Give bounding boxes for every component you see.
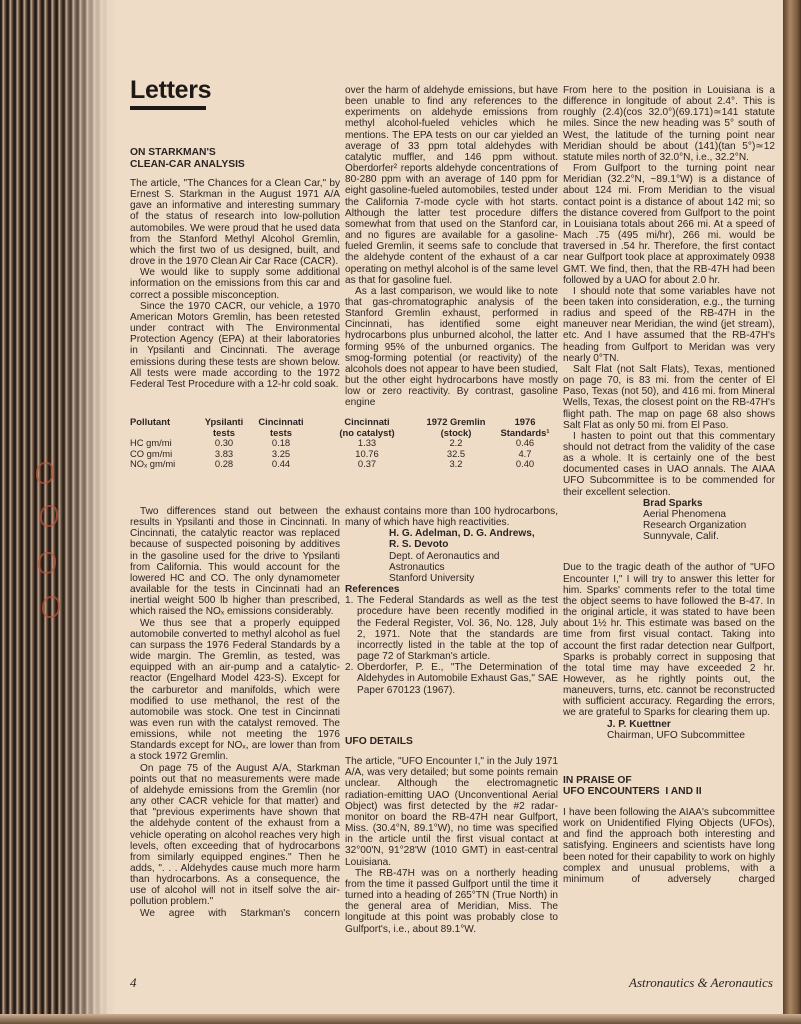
table-cell: 3.25 bbox=[271, 447, 291, 459]
signature-block bbox=[607, 719, 775, 741]
paragraph: The RB-47H was on a northerly heading from the time it passed Gulfport until the time it turned into a heading of 265°TN (True North) in the general area of Meridian, Miss. The longitude at this point was probably close to Gulfport's, i.e., about 89.1°W. bbox=[345, 867, 558, 935]
references-title: References bbox=[345, 584, 400, 596]
author-names: H. G. Adelman, D. G. Andrews, bbox=[389, 528, 535, 540]
paragraph: I should note that some variables have not been taken into consideration, e.g., the turning radius and speed of the RB-47H in the maneuver near Meridian, the wind (jet stream), etc. And I have assumed that the RB-47H's heading from Gulfport to Meridan was very nearly 0°TN. bbox=[563, 285, 775, 364]
paragraph: Salt Flat (not Salt Flats), Texas, mentioned on page 70, is 83 mi. from the center of El Paso, Texas (not 50), and 416 mi. from Mineral Wells, Texas, the closest point on the RB-47H's flight path. The map on page 68 also shows Salt Flat as only 50 mi. from El Paso. bbox=[563, 363, 775, 431]
column-header: Ypsilanti tests bbox=[204, 416, 244, 438]
page-title: Letters bbox=[130, 76, 212, 104]
table-cell: NOₓ gm/mi bbox=[130, 458, 176, 469]
binding-mark bbox=[36, 462, 54, 484]
affiliation: Stanford University bbox=[389, 572, 475, 584]
binding-mark bbox=[40, 505, 58, 527]
table-cell: 10.76 bbox=[355, 447, 379, 459]
author-name: Brad Sparks bbox=[643, 497, 703, 509]
table-cell: CO gm/mi bbox=[130, 447, 173, 459]
heading-line: CLEAN-CAR ANALYSIS bbox=[130, 158, 245, 170]
column-2-top bbox=[345, 85, 558, 409]
column-1-bottom bbox=[130, 506, 340, 919]
paragraph: On page 75 of the August A/A, Starkman points out that no measurements were made of aldehyde emissions from the Gremlin (nor any other CACR vehicle for that matter) and that "previous experiments have shown that the aldehyde content of the exhaust from a vehicle operating on alcohol reaches very high levels, often exceeding that of hydrocarbons from similarly equipped engines." Then he adds, ". . . Aldehydes cause much more harm than hydrocarbons. As a consequence, the use of alcohol will not in itself solve the air-pollution problem." bbox=[130, 762, 340, 908]
table-cell: 32.5 bbox=[446, 447, 466, 459]
table-cell: 0.30 bbox=[214, 437, 234, 448]
signature-block bbox=[643, 498, 775, 543]
column-header: Cincinnati (no catalyst) bbox=[339, 416, 395, 438]
table-cell: 3.83 bbox=[214, 447, 234, 459]
page-edge-bottom bbox=[0, 1014, 801, 1024]
paragraph: The article, "UFO Encounter I," in the July 1971 A/A, was very detailed; but some points remain unclear. Although the electromagnetic radiation-emitting UAO (Unconventional Aerial Object) was first detected by the #2 radar-monitor on board the RB-47H near Gulfport, Miss. (30.4°N, 89.1°W), no time was specified in the article until the first visual contact at 32°00'N, 91°28'W (1010 GMT) in east-central Louisiana. bbox=[345, 756, 558, 868]
column-header: 1976 Standards¹ bbox=[500, 416, 550, 438]
letter-heading bbox=[563, 775, 775, 798]
table-cell: 2.2 bbox=[449, 437, 463, 448]
column-header: 1972 Gremlin (stock) bbox=[426, 416, 486, 438]
binding-mark bbox=[42, 596, 60, 618]
paragraph: I hasten to point out that this commentary should not detract from the validity of the case as a whole. It is certainly one of the best documented cases in UAO annals. The AIAA UFO Subcommittee is to be commended for their excellent selection. bbox=[563, 430, 775, 498]
letter-heading: UFO DETAILS bbox=[345, 735, 413, 747]
paragraph: As a last comparison, we would like to note that gas-chromatographic analysis of the Stanford Gremlin exhaust, performed in Cincinnati, has identified some eight hydrocarbons plus unburned alcohol, the latter forming 95% of the unburned organics. The smog-forming potential (or reactivity) of the alcohols does not appear to have been studied, but the other eight hydrocarbons have mostly low or zero reactivity. By contrast, gasoline engine bbox=[345, 285, 558, 409]
column-header: Pollutant bbox=[130, 416, 171, 427]
binding-shadow bbox=[60, 0, 120, 1024]
paragraph: exhaust contains more than 100 hydrocarbons, many of which have high reactivities. bbox=[345, 506, 558, 529]
heading-line: UFO ENCOUNTERS I AND II bbox=[563, 786, 702, 798]
heading-line: IN PRAISE OF bbox=[563, 774, 632, 786]
journal-name: Astronautics & Aeronautics bbox=[629, 975, 773, 990]
paragraph: We would like to supply some additional information on the emissions from this car and correct a possible misconception. bbox=[130, 267, 340, 301]
author-name: J. P. Kuettner bbox=[607, 718, 671, 730]
affiliation: Aerial Phenomena bbox=[643, 508, 727, 520]
reference-item: 1. The Federal Standards as well as the test procedure have been recently modified in the Federal Register, Vol. 36, No. 128, July 2, 1971. Note that the standards are incorrectly listed in the table at the top of page 72 of Starkman's article. bbox=[345, 595, 558, 663]
table-cell: 3.2 bbox=[449, 458, 463, 469]
affiliation: Sunnyvale, Calif. bbox=[643, 531, 719, 543]
paragraph: The article, "The Chances for a Clean Car," by Ernest S. Starkman in the August 1971 A/A gave an informative and interesting summary of the status of research into low-pollution automobiles. We were proud that he used data from the Stanford Methyl Alcohol Gremlin, which the first two of us designed, built, and drove in the 1970 Clean Air Car Race (CACR). bbox=[130, 178, 340, 268]
paragraph: We thus see that a properly equipped automobile converted to methyl alcohol as fuel can surpass the 1976 Federal Standards by a wide margin. The Gremlin, as tested, was equipped with an air-pump and a catalytic-reactor (Engelhard Model 423-S). Except for the carburetor and manifolds, which were modified to use methanol, the rest of the automobile was stock. One test in Cincinnati was even run with the catalyst removed. The emissions, while not meeting the 1976 Standards except for NOₓ, are lower than from a stock 1972 Gremlin. bbox=[130, 617, 340, 763]
letter-heading bbox=[130, 147, 340, 170]
binding-mark bbox=[38, 552, 56, 574]
table-cell: HC gm/mi bbox=[130, 437, 172, 448]
title-underline bbox=[130, 106, 206, 110]
paragraph: Since the 1970 CACR, our vehicle, a 1970 American Motors Gremlin, has been retested under contract with The Environmental Protection Agency (EPA) at their laboratories in Ypsilanti and Cincinnati. The average emissions during these tests are shown below. All tests were made according to the 1972 Federal Test Procedure with a 12-hr cold soak. bbox=[130, 300, 340, 390]
emissions-table bbox=[130, 417, 560, 470]
paragraph: We agree with Starkman's concern bbox=[140, 907, 340, 919]
affiliation: Astronautics bbox=[389, 561, 445, 573]
table-cell: 1.33 bbox=[357, 437, 377, 448]
affiliation: Dept. of Aeronautics and bbox=[389, 550, 500, 562]
reference-item: 2. Oberdorfer, P. E., "The Determination of Aldehydes in Automobile Exhaust Gas," SAE Paper 670123 (1967). bbox=[345, 662, 558, 696]
paragraph: I have been following the AIAA's subcommittee work on Unidentified Flying Objects (UFOs), and find the approach both interesting and satisfying. Engineers and scientists have long been noted for their capability to work on highly complex and unusual problems, with a minimum of adversely charged bbox=[563, 806, 775, 885]
table-row bbox=[130, 438, 560, 449]
affiliation: Research Organization bbox=[643, 520, 747, 532]
column-3 bbox=[563, 85, 775, 885]
signature-block bbox=[389, 528, 558, 584]
table-cell: 4.7 bbox=[518, 447, 532, 459]
page-edge-right bbox=[783, 0, 801, 1024]
table-cell: 0.18 bbox=[271, 437, 291, 448]
affiliation: Chairman, UFO Subcommittee bbox=[607, 729, 745, 741]
paragraph: Two differences stand out between the results in Ypsilanti and those in Cincinnati. In Cincinnati, the catalytic reactor was replaced because of suspected poisoning by additives in the gasoline used for the drive to Ypsilanti from California. This would account for the lowered HC and CO. The only dynamometer available for the tests in Cincinnati had an inertial weight 500 lb higher than prescribed, which raised the NOₓ emissions considerably. bbox=[130, 506, 340, 618]
table-cell: 0.46 bbox=[515, 437, 535, 448]
author-names: R. S. Devoto bbox=[389, 539, 449, 551]
column-2-bottom bbox=[345, 506, 558, 935]
column-1-top bbox=[130, 147, 340, 390]
heading-line: ON STARKMAN'S bbox=[130, 147, 216, 158]
table-cell: 0.37 bbox=[357, 458, 377, 469]
paragraph: over the harm of aldehyde emissions, but have been unable to find any references to the experiments on aldehyde emissions from methyl alcohol-fueled vehicles which he mentions. The EPA tests on our car yielded an average of 33 ppm total aldehydes with catalytic muffler, and 146 ppm without. Oberdorfer² reports aldehyde concentrations of 80-280 ppm with an average of 140 ppm for eight gasoline-fueled automobiles, tested under the California 7-mode cycle with hot starts. Although the latter test procedure differs somewhat from that used on the Stanford car, and no figures are available for a gasoline-fueled Gremlin, it seems safe to conclude that the aldehyde content of the exhaust of a car operating on methyl alcohol is of the same level as that for gasoline fuel. bbox=[345, 85, 558, 286]
column-header: Cincinnati tests bbox=[258, 416, 304, 438]
paragraph: From here to the position in Louisiana is a difference in longitude of about 2.4°. This is roughly (2.4)(cos 32.0°)(69.171)≃141 statute miles. Since the new heading was 5° south of West, the latitude of the turning point near Meridian should be about (141)(tan 5°)≃12 statute miles north of 32.0°N, i.e., 32.2°N. bbox=[563, 85, 775, 163]
page-number: 4 bbox=[130, 975, 137, 990]
table-cell: 0.28 bbox=[214, 458, 234, 469]
table-row bbox=[130, 459, 560, 470]
table-cell: 0.44 bbox=[271, 458, 291, 469]
reply-paragraph: Due to the tragic death of the author of "UFO Encounter I," I will try to answer this letter for him. Sparks' comments refer to the total time the object seems to have followed the B-47. In the original article, it was stated to have been about 1½ hr. This estimate was based on the time from first visual contact. Taking into account the first radar detection near Gulfport, Sparks is probably correct in supposing that the total time may have exceeded 2 hr. However, as he rightly points out, the maneuvers, turns, etc. cannot be reconstructed with sufficient accuracy. Regarding the errors, we are grateful to Sparks for clearing them up. bbox=[563, 562, 775, 719]
table-header-row bbox=[130, 417, 560, 438]
paragraph: From Gulfport to the turning point near Meridian (32.2°N, ~89.1°W) is a distance of about 124 mi. From Meridian to the visual contact point is a distance of about 142 mi; so the distance covered from Gulfport to the point in Louisiana totals about 266 mi. At a speed of Mach .75 (495 mi/hr), 266 mi. would be traversed in .54 hr. Therefore, the first contact near Gulfport took place at approximately 0938 GMT. We find, then, that the RB-47H had been followed by a UAO for about 2.0 hr. bbox=[563, 163, 775, 286]
table-cell: 0.40 bbox=[515, 458, 535, 469]
table-row bbox=[130, 449, 560, 460]
